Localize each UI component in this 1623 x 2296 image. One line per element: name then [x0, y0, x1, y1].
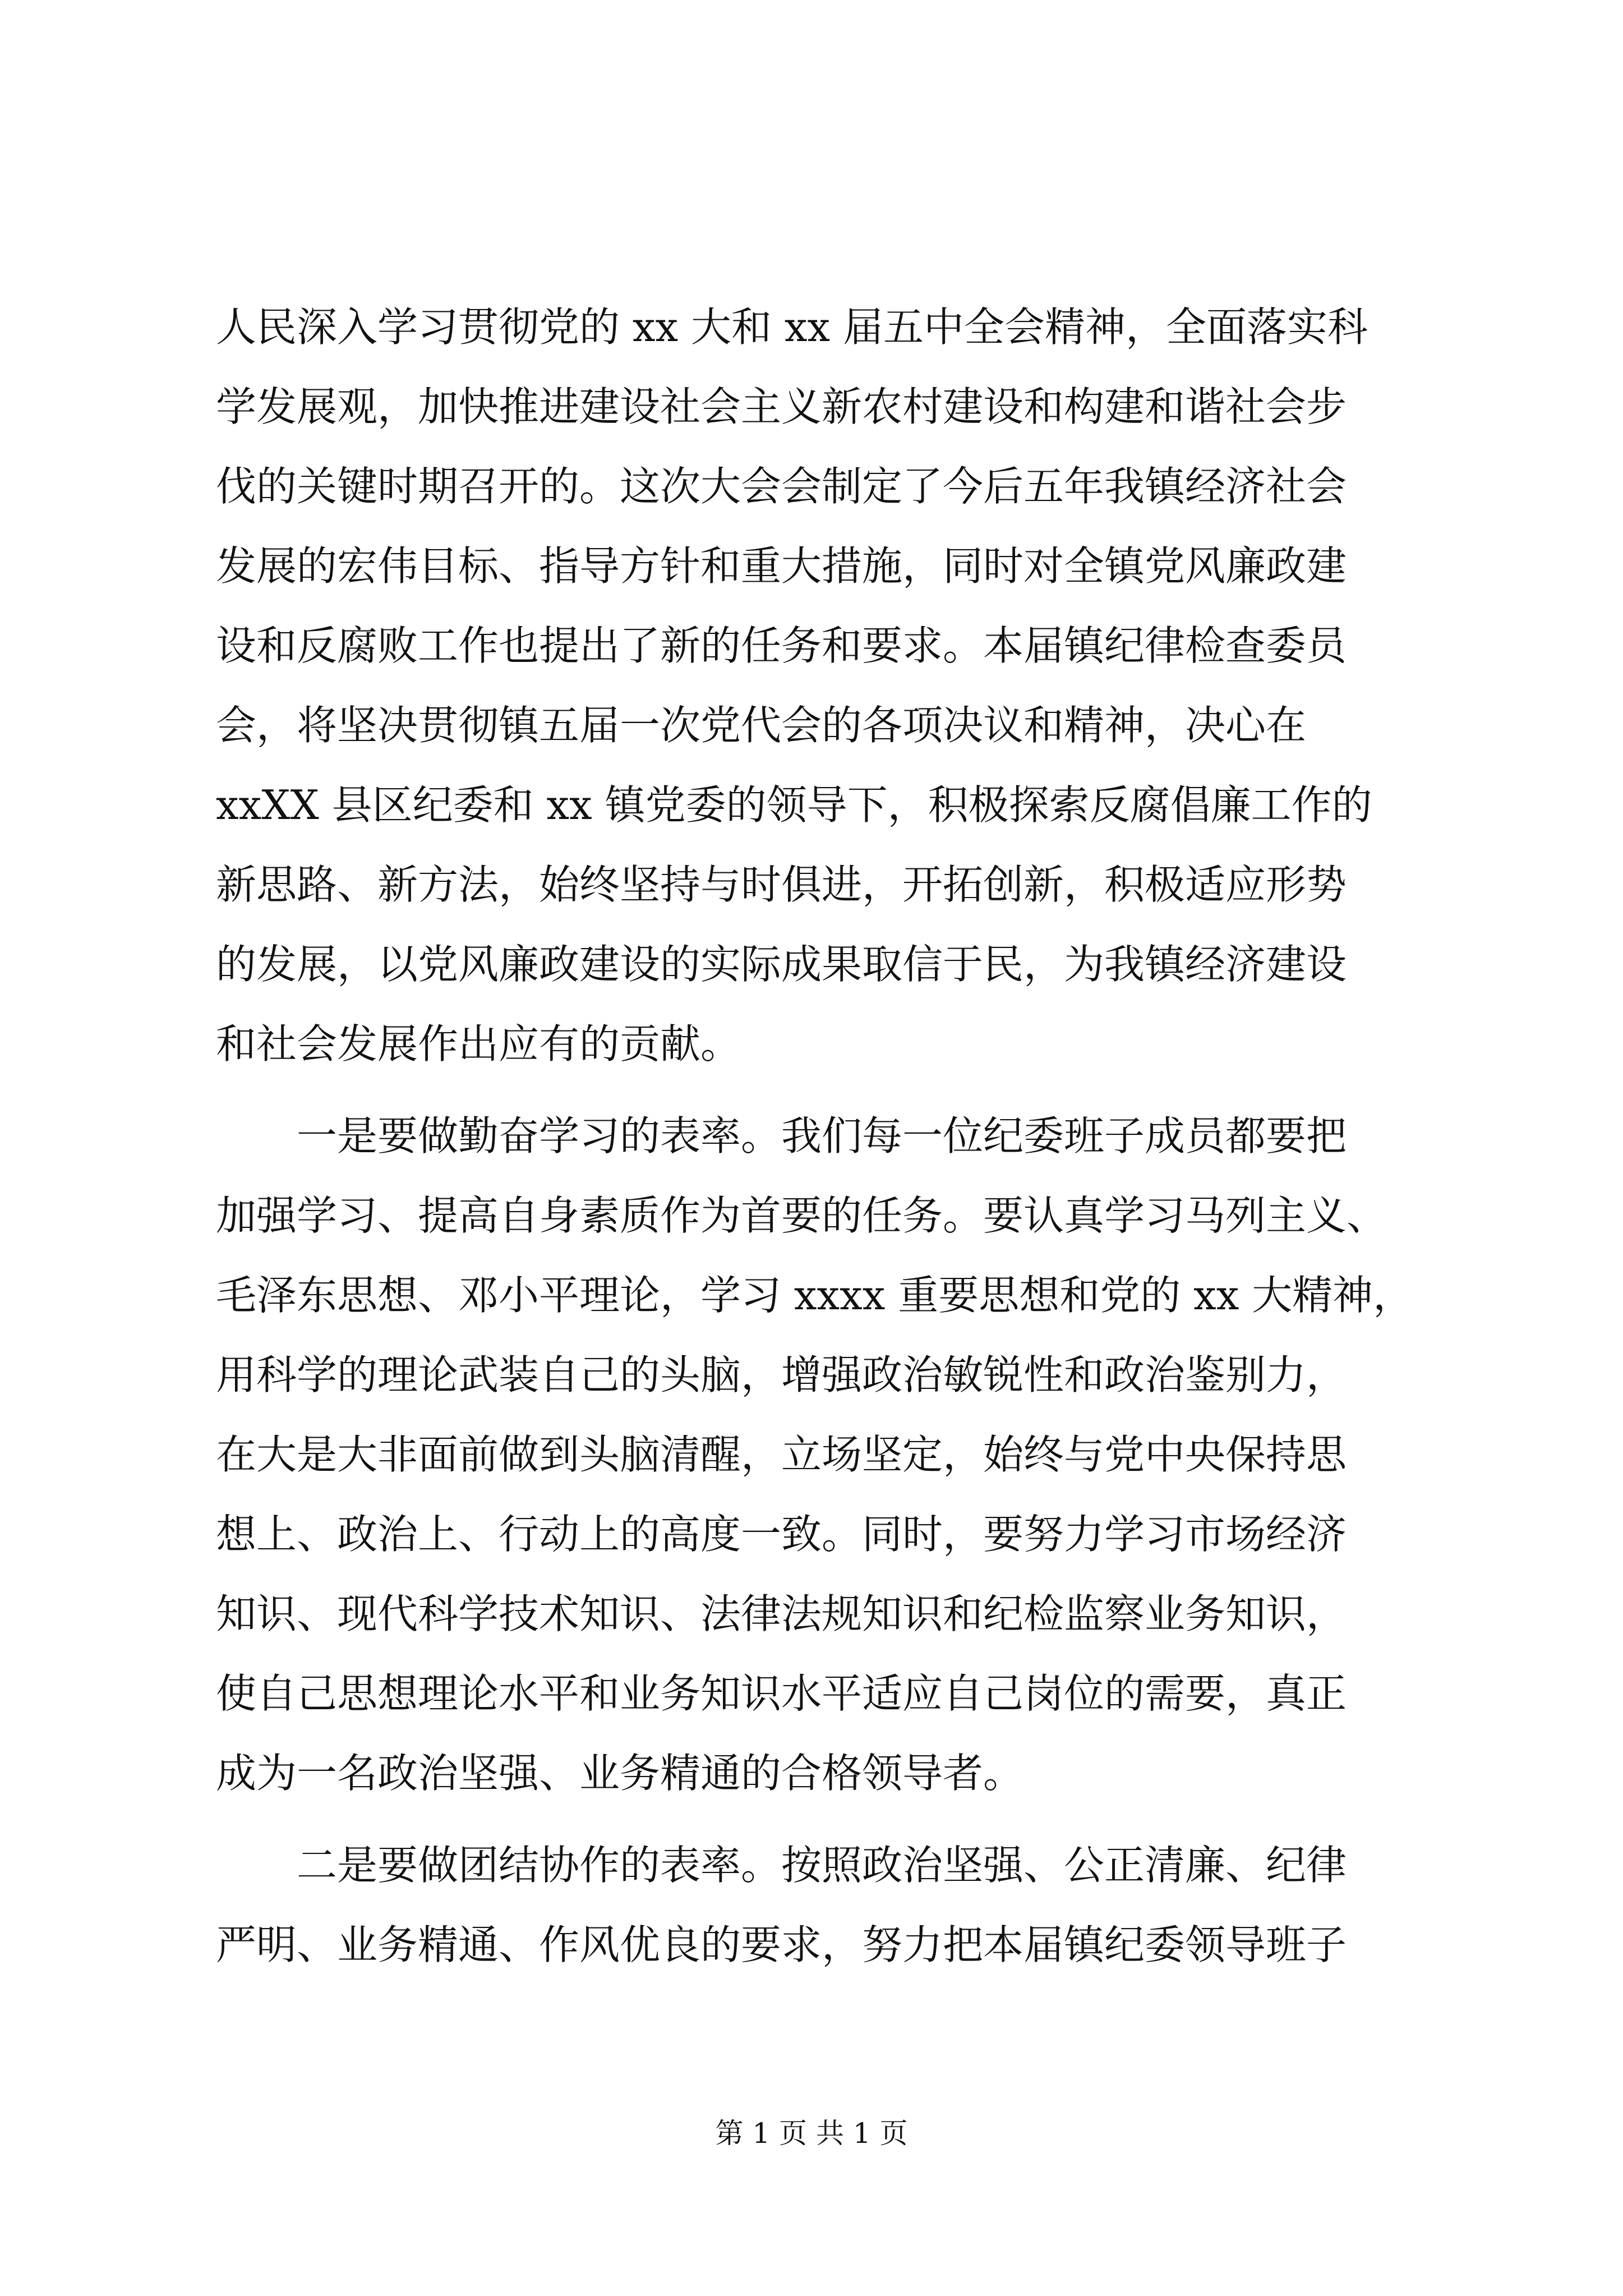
- text-line: 成为一名政治坚强、业务精通的合格领导者。: [216, 1750, 1024, 1797]
- text-line: 严明、业务精通、作风优良的要求，努力把本届镇纪委领导班子: [216, 1921, 1347, 1968]
- text-line: 发展的宏伟目标、指导方针和重大措施，同时对全镇党风廉政建: [216, 542, 1347, 590]
- text-line: 用科学的理论武装自己的头脑，增强政治敏锐性和政治鉴别力，: [216, 1351, 1347, 1398]
- text-line: 新思路、新方法，始终坚持与时俱进，开拓创新，积极适应形势: [216, 861, 1347, 908]
- text-line: 想上、政治上、行动上的高度一致。同时，要努力学习市场经济: [216, 1511, 1347, 1558]
- document-body: [216, 287, 1427, 1985]
- text-line: 加强学习、提高自身素质作为首要的任务。要认真学习马列主义、: [216, 1192, 1387, 1239]
- text-line: 设和反腐败工作也提出了新的任务和要求。本届镇纪律检查委员: [216, 622, 1347, 669]
- text-line: xxXX 县区纪委和 xx 镇党委的领导下，积极探索反腐倡廉工作的: [216, 781, 1372, 829]
- text-line: 会，将坚决贯彻镇五届一次党代会的各项决议和精神，决心在: [216, 702, 1307, 749]
- paragraph-spacing: [216, 1813, 1427, 1825]
- text-line: 毛泽东思想、邓小平理论，学习 xxxx 重要思想和党的 xx 大精神，: [216, 1272, 1414, 1319]
- text-line: 一是要做勤奋学习的表率。我们每一位纪委班子成员都要把: [216, 1112, 1347, 1159]
- text-line: 使自己思想理论水平和业务知识水平适应自己岗位的需要，真正: [216, 1670, 1347, 1717]
- text-line: 人民深入学习贯彻党的 xx 大和 xx 届五中全会精神，全面落实科: [216, 303, 1368, 351]
- text-line: 二是要做团结协作的表率。按照政治坚强、公正清廉、纪律: [216, 1842, 1347, 1889]
- text-line: 知识、现代科学技术知识、法律法规知识和纪检监察业务知识，: [216, 1590, 1347, 1637]
- text-line: 和社会发展作出应有的贡献。: [216, 1020, 741, 1068]
- text-line: 的发展，以党风廉政建设的实际成果取信于民，为我镇经济建设: [216, 941, 1347, 988]
- text-line: 伐的关键时期召开的。这次大会会制定了今后五年我镇经济社会: [216, 463, 1347, 510]
- paragraph-1: [216, 287, 1427, 1084]
- paragraph-2: [216, 1096, 1427, 1813]
- page-footer: [0, 2116, 1623, 2150]
- page-number-label: 第 1 页 共 1 页: [715, 2117, 908, 2150]
- paragraph-spacing: [216, 1084, 1427, 1096]
- text-line: 在大是大非面前做到头脑清醒，立场坚定，始终与党中央保持思: [216, 1431, 1347, 1478]
- paragraph-3: [216, 1825, 1427, 1985]
- text-line: 学发展观，加快推进建设社会主义新农村建设和构建和谐社会步: [216, 383, 1347, 430]
